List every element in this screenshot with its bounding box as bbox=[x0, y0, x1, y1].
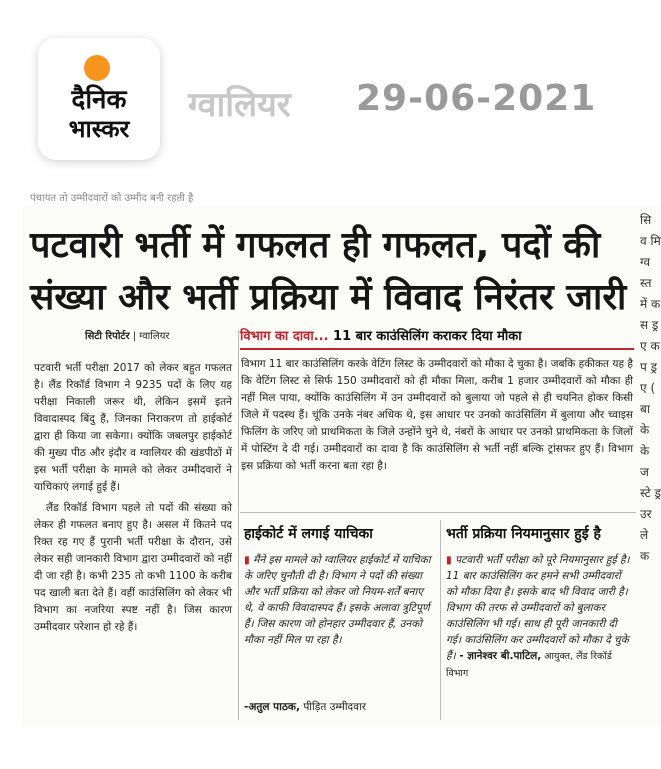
petition-signature bbox=[244, 700, 366, 714]
city-name: ग्वालियर bbox=[188, 85, 291, 125]
claim-label: विभाग का दावा... bbox=[240, 329, 329, 344]
paragraph: लैंड रिकॉर्ड विभाग पहले तो पदों की संख्या को लेकर ही गफलत बनाए हुए है। असल में कितने पद रिक्त रह गए हैं पुरानी भर्ती परीक्षा के दौरान, उसे लेकर सही जानकारी विभाग द्वारा उम्मीदवारों को नहीं दी जा रही है। कभी 235 तो कभी 1100 के करीब पद खाली बता देते हैं। वहीं काउंसिलिंग को लेकर भी विभाग का नजरिया स्पष्ट नहीं है। जिस कारण उम्मीदवार परेशान हो रहे हैं। bbox=[34, 502, 232, 633]
official-name: - ज्ञानेश्वर बी.पाटिल, bbox=[455, 650, 542, 662]
reporter: सिटी रिपोर्टर bbox=[85, 331, 130, 342]
column-divider bbox=[238, 330, 239, 720]
sun-icon bbox=[84, 55, 110, 81]
claim-heading bbox=[240, 326, 634, 344]
claim-body bbox=[241, 356, 633, 475]
process-body: पटवारी भर्ती परीक्षा को पूरे नियमानुसार हुई है। 11 बार काउंसिलिंग कर हमने सभी उम्मीदवारों को मौका दिया है। इसके बाद भी विवाद जारी है। विभाग की तरफ से उम्मीदवारों को बुलाकर काउंसिलिंग भी गई। साथ ही पूरी जानकारी दी गई। काउंसिलिंग कर उम्मीदवारों को मौका दे चुके हैं। bbox=[446, 554, 630, 662]
process-title: भर्ती प्रक्रिया नियमानुसार हुई है bbox=[446, 526, 601, 542]
petitioner-name: -अतुल पाठक, bbox=[244, 701, 300, 713]
claim-rule bbox=[240, 348, 634, 350]
petition-quote bbox=[244, 552, 436, 648]
dainik-bhaskar-logo bbox=[38, 38, 160, 160]
headline: पटवारी भर्ती में गफलत ही गफलत, पदों की संख्या और भर्ती प्रक्रिया में विवाद निरंतर जारी bbox=[30, 225, 627, 318]
logo-line1: दैनिक bbox=[71, 85, 127, 115]
box-divider bbox=[440, 520, 441, 720]
claim-title: 11 बार काउंसिलिंग कराकर दिया मौका bbox=[333, 329, 522, 344]
official-role: आयुक्त, लैंड रिकॉर्ड विभाग bbox=[446, 651, 612, 679]
petition-body: मैंने इस मामले को ग्वालियर हाईकोर्ट में याचिका के जरिए चुनौती दी है। विभाग ने पदों की संख्या और भर्ती प्रक्रिया को लेकर जो नियम-शर्तें बनाए थे, वे काफी विवादास्पद हैं। इसके अलावा त्रुटिपूर्ण हैं। जिस कारण जो होनहार उम्मीदवार हैं, उनको मौका नहीं मिल पा रहा है। bbox=[244, 554, 431, 646]
petition-title: हाईकोर्ट में लगाई याचिका bbox=[244, 526, 373, 542]
quote-marker-icon: ▮ bbox=[446, 554, 452, 566]
paragraph: विभाग 11 बार काउंसिलिंग करके वेटिंग लिस्ट के उम्मीदवारों को मौका दे चुका है। जबकि हकीकत यह है कि वेटिंग लिस्ट से सिर्फ 150 उम्मीदवारों को ही मौका मिला, करीब 1 हजार उम्मीदवारों को मौका ही नहीं मिल पाया, क्योंकि काउंसिलिंग में उन उम्मीदवारों को बुलाया जो पहले से ही चयनित होकर किसी जिले में पदस्थ हैं। चूंकि उनके नंबर अधिक थे, इस आधार पर उनको काउंसिलिंग में बुलाया और च्वाइस फिलिंग के जरिए जो प्राथमिकता के जिले उन्होंने चुने थे, नंबरों के आधार पर उनको प्राथमिकता के जिलों में पोस्टिंग दे दी गई। उम्मीदवारों का दावा है कि काउंसिलिंग से भर्ती नहीं बल्कि ट्रांसफर हुए हैं। विभाग इस प्रक्रिया को भर्ती करना बता रहा है। bbox=[241, 358, 633, 472]
cut-off-text: पंचायत तो उम्मीदवारों को उम्मीद बनी रहती है bbox=[30, 193, 194, 204]
byline bbox=[85, 328, 170, 342]
paragraph: पटवारी भर्ती परीक्षा 2017 को लेकर बहुत गफलत है। लैंड रिकॉर्ड विभाग ने 9235 पदों के लिए यह परीक्षा निकाली जरूर थी, लेकिन इसमें इतने विवादास्पद बिंदु हैं, जिनका निराकरण तो हाईकोर्ट द्वारा ही किया जा सकेगा। क्योंकि जबलपुर हाईकोर्ट की मुख्य पीठ और इंदौर व ग्वालियर की खंडपीठों में इस भर्ती परीक्षा के मामले को लेकर उम्मीदवारों ने याचिकाएं लगाई हुई हैं। bbox=[34, 362, 232, 493]
edition-date: 29-06-2021 bbox=[356, 78, 597, 119]
byline-place: | ग्वालियर bbox=[132, 331, 170, 342]
main-story-column bbox=[34, 360, 232, 640]
petitioner-role: पीड़ित उम्मीदवार bbox=[299, 701, 366, 713]
adjacent-article-strip: सि व मि ग्व स्त में क स ड्र ए क प ड्र ए ( बा के के ज स्टे ड्र उर ले क bbox=[640, 213, 661, 563]
process-quote bbox=[446, 552, 634, 682]
logo-line2: भास्कर bbox=[68, 115, 130, 143]
header bbox=[0, 0, 661, 185]
section-divider bbox=[240, 512, 636, 513]
quote-marker-icon: ▮ bbox=[244, 554, 250, 566]
